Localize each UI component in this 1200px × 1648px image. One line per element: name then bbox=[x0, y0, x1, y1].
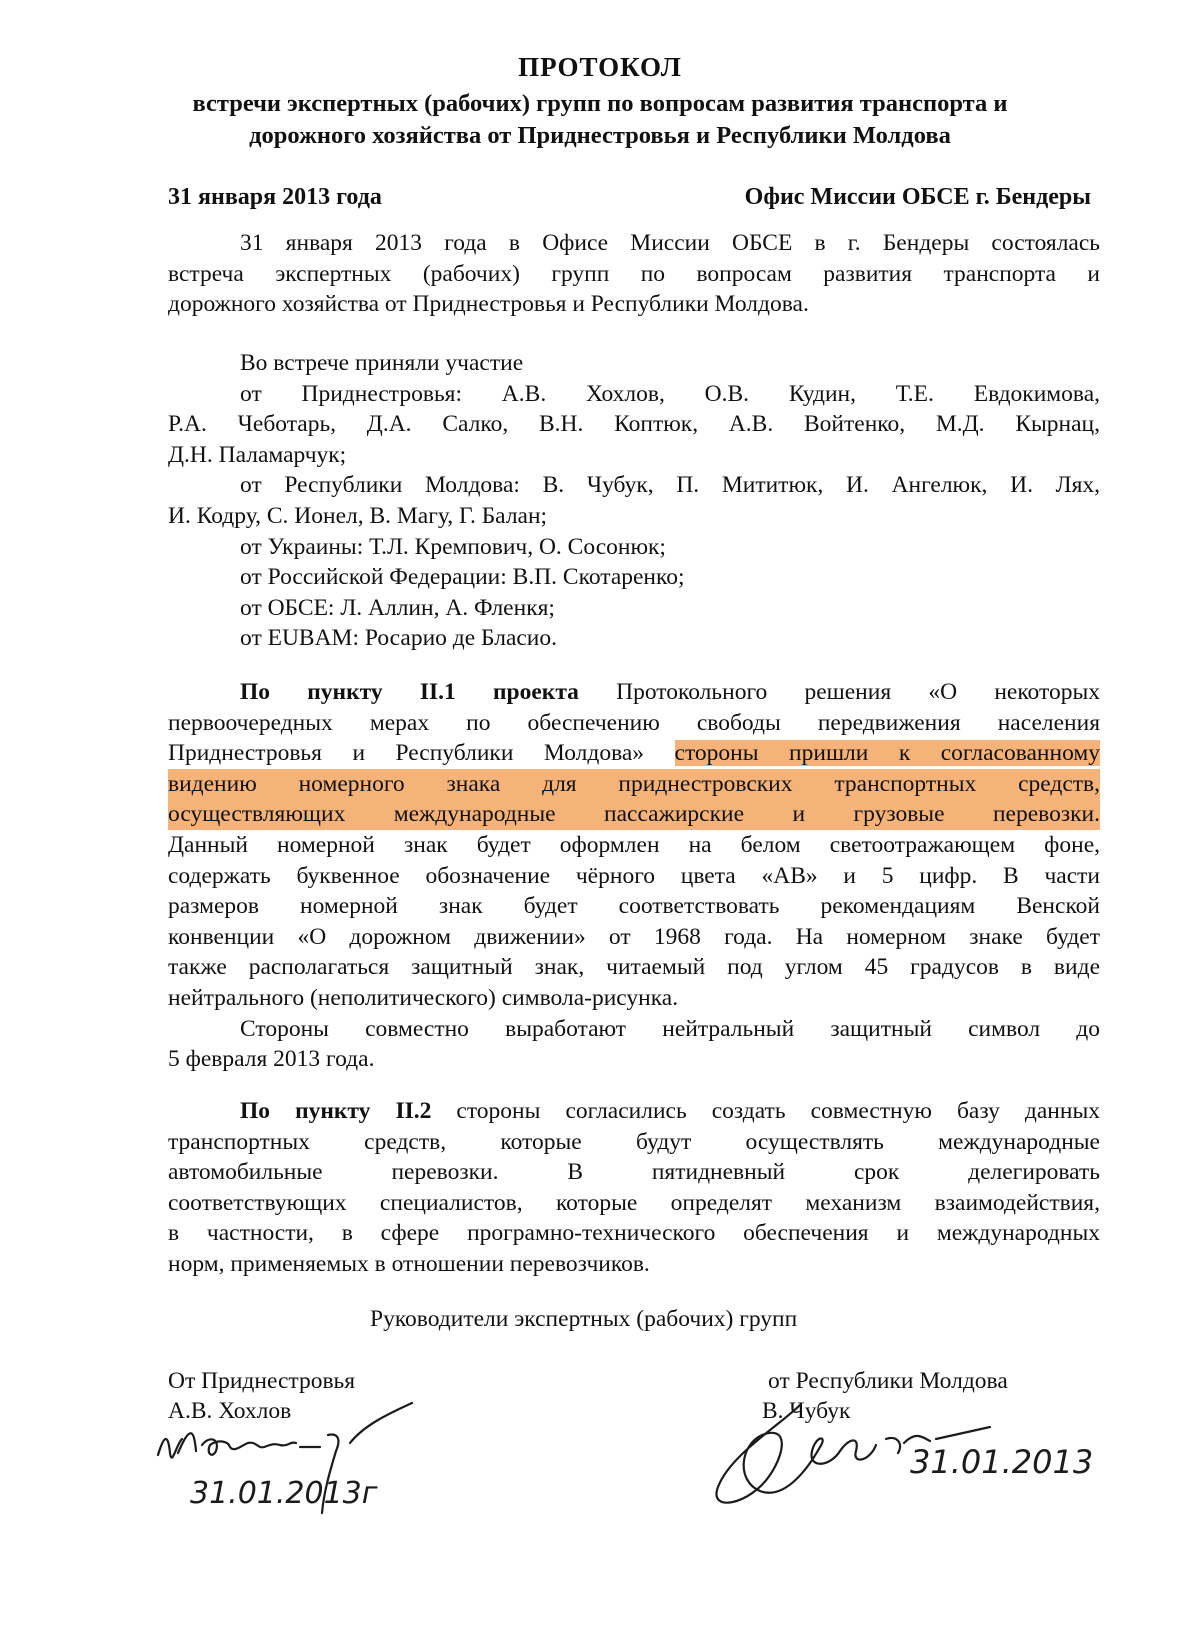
participants-pmr-line: Р.А. Чеботарь, Д.А. Салко, В.Н. Коптюк, А.В. Войтенко, М.Д. Кырнац, bbox=[168, 411, 1100, 438]
item-ii1-lead: По пункту II.1 проекта bbox=[240, 679, 579, 705]
right-signatory-org: от Республики Молдова bbox=[768, 1368, 1008, 1394]
item-ii2-line: в частности, в сфере програмно-технического обеспечения и международных bbox=[168, 1220, 1100, 1247]
left-signatory-name: А.В. Хохлов bbox=[168, 1398, 292, 1424]
item-ii2-line: соответствующих специалистов, которые определят механизм взаимодействия, bbox=[168, 1189, 1100, 1216]
intro-line: дорожного хозяйства от Приднестровья и Республики Молдова. bbox=[168, 291, 809, 318]
participants-section bbox=[168, 348, 1100, 654]
participants-rm-line: И. Кодру, С. Ионел, В. Магу, Г. Балан; bbox=[168, 502, 548, 529]
right-signature bbox=[690, 1395, 1130, 1525]
participants-heading: Во встрече приняли участие bbox=[240, 350, 524, 376]
signatures-heading: Руководители экспертных (рабочих) групп bbox=[370, 1306, 798, 1332]
highlighted-text: стороны пришли к согласованному bbox=[674, 740, 1101, 767]
item-ii2-section bbox=[168, 1096, 1100, 1280]
right-signature-date: 31.01.2013 bbox=[910, 1443, 1094, 1481]
item-ii1-section bbox=[168, 677, 1100, 1075]
item-ii1-line bbox=[168, 738, 1100, 769]
item-ii1-line bbox=[168, 677, 1100, 708]
document-title: ПРОТОКОЛ bbox=[518, 52, 682, 82]
meeting-place: Офис Миссии ОБСЕ г. Бендеры bbox=[744, 184, 1091, 210]
item-ii2-lead: По пункту II.2 bbox=[240, 1098, 432, 1124]
item-ii1-line: первоочередных мерах по обеспечению свободы передвижения населения bbox=[168, 709, 1100, 736]
document-subtitle-line2: дорожного хозяйства от Приднестровья и Республики Молдова bbox=[249, 122, 951, 149]
participants-rm-line: от Республики Молдова: В. Чубук, П. Мититюк, И. Ангелюк, И. Лях, bbox=[240, 472, 1100, 499]
highlighted-text: видению номерного знака для приднестровских транспортных средств, bbox=[168, 769, 1100, 800]
item-ii1-line: содержать буквенное обозначение чёрного цвета «АВ» и 5 цифр. В части bbox=[168, 862, 1100, 889]
item-ii1-line: Стороны совместно выработают нейтральный защитный символ до bbox=[240, 1015, 1100, 1042]
item-ii1-text: Протокольного решения «О некоторых bbox=[578, 679, 1100, 705]
participants-pmr-line: от Приднестровья: А.В. Хохлов, О.В. Кудин, Т.Е. Евдокимова, bbox=[240, 380, 1100, 407]
item-ii1-line: 5 февраля 2013 года. bbox=[168, 1046, 375, 1073]
intro-paragraph bbox=[168, 228, 1100, 320]
left-signature-date: 31.01.2013г bbox=[190, 1476, 378, 1511]
item-ii1-line: нейтрального (неполитического) символа-рисунка. bbox=[168, 984, 679, 1011]
participants-osce-line: от ОБСЕ: Л. Аллин, А. Фленкя; bbox=[240, 594, 555, 621]
participants-ua-line: от Украины: Т.Л. Кремпович, О. Сосонюк; bbox=[240, 533, 666, 560]
item-ii2-line bbox=[168, 1096, 1100, 1127]
item-ii1-text: Приднестровья и Республики Молдова» bbox=[168, 740, 675, 767]
participants-ru-line: от Российской Федерации: В.П. Скотаренко; bbox=[240, 564, 685, 591]
highlighted-text: осуществляющих международные пассажирские и грузовые перевозки. bbox=[168, 799, 1100, 830]
right-signatory-name: В. Чубук bbox=[762, 1398, 851, 1424]
document-subtitle-line1: встречи экспертных (рабочих) групп по вопросам развития транспорта и bbox=[192, 90, 1008, 117]
intro-line: 31 января 2013 года в Офисе Миссии ОБСЕ в г. Бендеры состоялась bbox=[240, 230, 1100, 256]
meeting-date: 31 января 2013 года bbox=[168, 184, 382, 210]
item-ii1-line: также располагаться защитный знак, читаемый под углом 45 градусов в виде bbox=[168, 954, 1100, 981]
item-ii2-line: норм, применяемых в отношении перевозчиков. bbox=[168, 1250, 650, 1277]
participants-eubam-line: от EUBAM: Росарио де Бласио. bbox=[240, 625, 558, 652]
left-signature bbox=[150, 1395, 440, 1525]
participants-pmr-line: Д.Н. Паламарчук; bbox=[168, 441, 347, 468]
item-ii1-line: размеров номерной знак будет соответствовать рекомендациям Венской bbox=[168, 893, 1100, 920]
item-ii2-line: автомобильные перевозки. В пятидневный срок делегировать bbox=[168, 1159, 1100, 1186]
item-ii2-line: транспортных средств, которые будут осуществлять международные bbox=[168, 1128, 1100, 1155]
left-signatory-org: От Приднестровья bbox=[168, 1368, 356, 1394]
item-ii2-text: стороны согласились создать совместную базу данных bbox=[431, 1098, 1100, 1124]
item-ii1-line: Данный номерной знак будет оформлен на белом светоотражающем фоне, bbox=[168, 831, 1100, 858]
intro-line: встреча экспертных (рабочих) групп по вопросам развития транспорта и bbox=[168, 260, 1100, 287]
item-ii1-line: конвенции «О дорожном движении» от 1968 года. На номерном знаке будет bbox=[168, 923, 1100, 950]
